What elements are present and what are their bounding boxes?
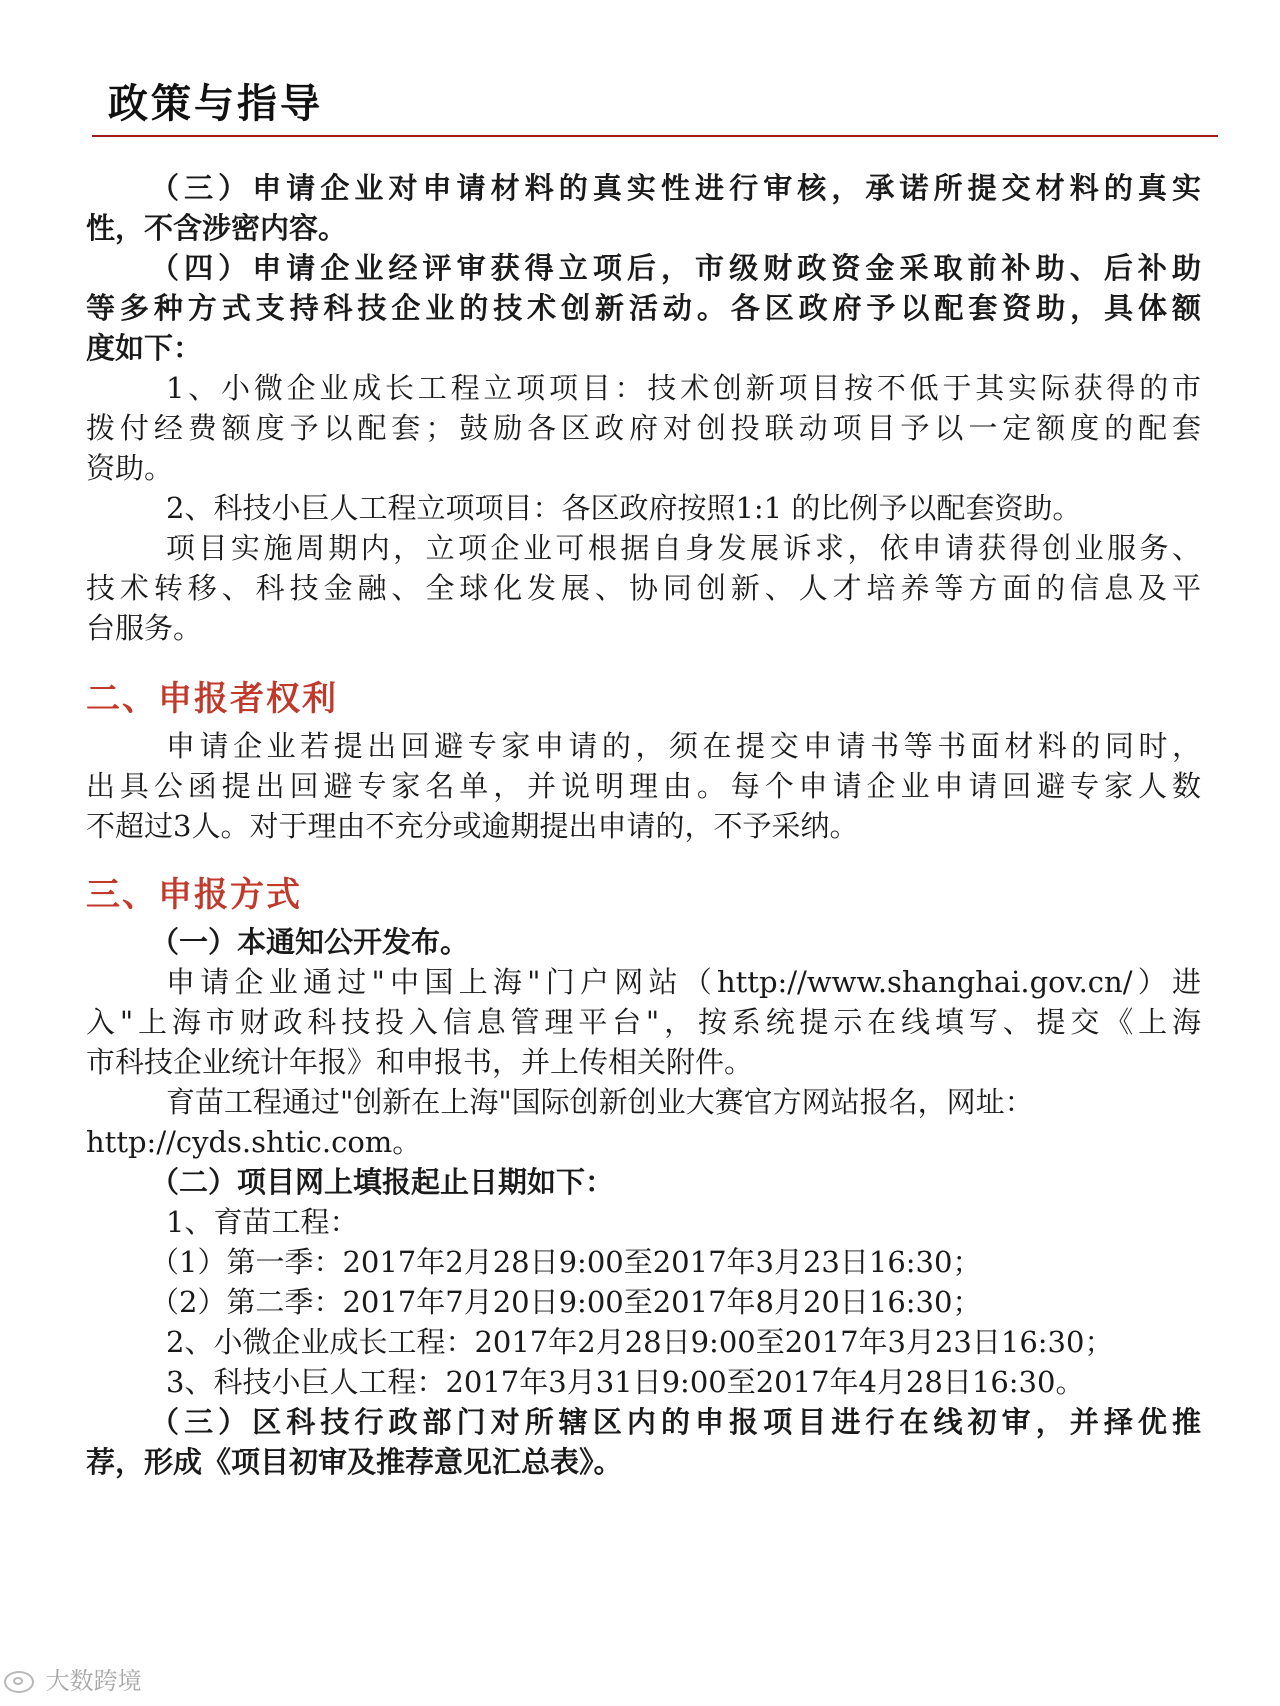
paragraph-line: （三）区科技行政部门对所辖区内的申报项目进行在线初审，并择优推 — [150, 1405, 1201, 1439]
paragraph-line: （1）第一季：2017年2月28日9:00至2017年3月23日16:30； — [150, 1245, 982, 1279]
section-heading-rights: 二、申报者权利 — [86, 679, 338, 719]
paragraph-line: 拨付经费额度予以配套；鼓励各区政府对创投联动项目予以一定额度的配套 — [86, 411, 1201, 445]
header-divider — [92, 135, 1218, 137]
paragraph-line: http://cyds.shtic.com。 — [86, 1125, 422, 1159]
paragraph-line: 2、科技小巨人工程立项项目：各区政府按照1:1 的比例予以配套资助。 — [166, 491, 1082, 525]
paragraph-line: 育苗工程通过"创新在上海"国际创新创业大赛官方网站报名，网址： — [166, 1085, 1034, 1119]
paragraph-line: 1、育苗工程： — [166, 1205, 359, 1239]
paragraph-line: （一）本通知公开发布。 — [150, 925, 470, 959]
paragraph-line: 台服务。 — [86, 611, 203, 645]
paragraph-line: 技术转移、科技金融、全球化发展、协同创新、人才培养等方面的信息及平 — [86, 571, 1201, 605]
paragraph-line: 项目实施周期内，立项企业可根据自身发展诉求，依申请获得创业服务、 — [166, 531, 1201, 565]
paragraph-line: 申请企业通过"中国上海"门户网站（http://www.shanghai.gov.cn/）进 — [166, 965, 1201, 999]
paragraph-line: 性，不含涉密内容。 — [86, 211, 348, 245]
paragraph-line: 2、小微企业成长工程：2017年2月28日9:00至2017年3月23日16:30； — [166, 1325, 1114, 1359]
paragraph-line: 申请企业若提出回避专家申请的，须在提交申请书等书面材料的同时， — [166, 729, 1201, 763]
paragraph-line: （二）项目网上填报起止日期如下： — [150, 1165, 615, 1199]
paragraph-line: 市科技企业统计年报》和申报书，并上传相关附件。 — [86, 1045, 754, 1079]
paragraph-line: （四）申请企业经评审获得立项后，市级财政资金采取前补助、后补助 — [150, 251, 1201, 285]
paragraph-line: 不超过3人。对于理由不充分或逾期提出申请的，不予采纳。 — [86, 809, 859, 843]
page-header-title: 政策与指导 — [108, 81, 323, 127]
document-body — [86, 168, 1201, 1482]
paragraph-line: 资助。 — [86, 451, 174, 485]
section-heading-method: 三、申报方式 — [86, 875, 302, 915]
paragraph-line: 出具公函提出回避专家名单，并说明理由。每个申请企业申请回避专家人数 — [86, 769, 1201, 803]
brand-logo-icon — [4, 1671, 34, 1693]
paragraph-line: 荐，形成《项目初审及推荐意见汇总表》。 — [86, 1445, 623, 1479]
watermark-text: 大数跨境 — [45, 1667, 142, 1695]
paragraph-line: （三）申请企业对申请材料的真实性进行审核，承诺所提交材料的真实 — [150, 171, 1201, 205]
paragraph-line: 入"上海市财政科技投入信息管理平台"，按系统提示在线填写、提交《上海 — [86, 1005, 1201, 1039]
paragraph-line: 度如下： — [86, 331, 203, 365]
paragraph-line: 1、小微企业成长工程立项项目：技术创新项目按不低于其实际获得的市 — [166, 371, 1201, 405]
paragraph-line: 3、科技小巨人工程：2017年3月31日9:00至2017年4月28日16:30。 — [166, 1365, 1085, 1399]
paragraph-line: 等多种方式支持科技企业的技术创新活动。各区政府予以配套资助，具体额 — [86, 291, 1201, 325]
watermark — [4, 1664, 142, 1698]
paragraph-line: （2）第二季：2017年7月20日9:00至2017年8月20日16:30； — [150, 1285, 982, 1319]
